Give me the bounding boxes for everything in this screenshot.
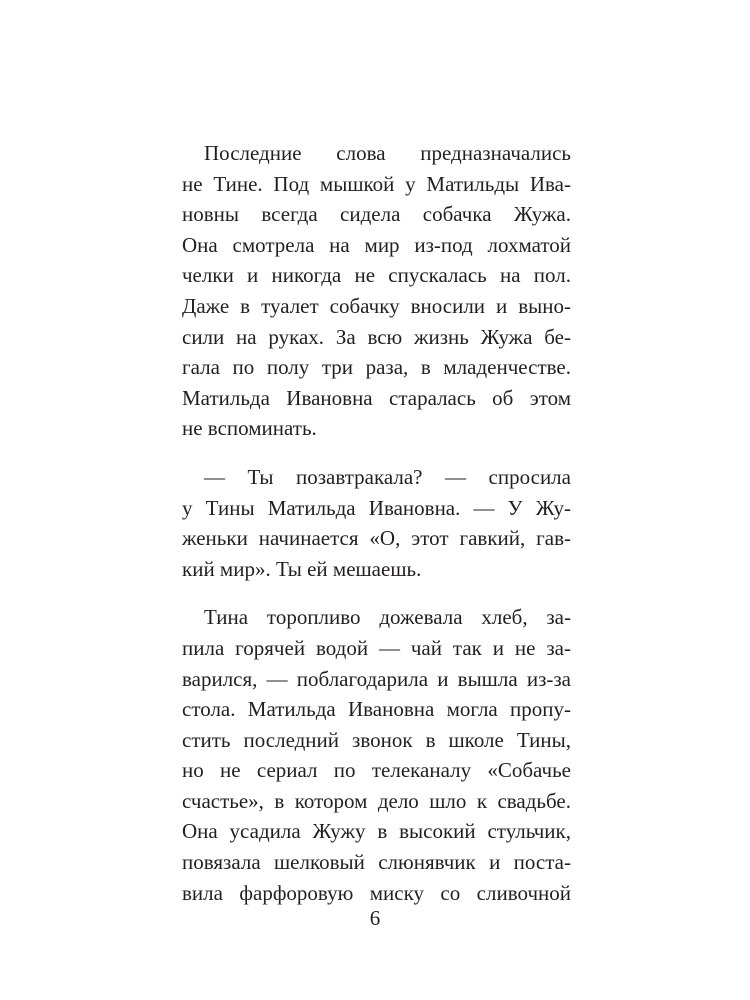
page-number: 6 <box>369 906 381 930</box>
text-line: не вспоминать. <box>182 416 317 441</box>
body-text <box>182 138 571 926</box>
text-line: гала по полу три раза, в младенчестве. <box>182 355 571 380</box>
text-line: — Ты позавтракала? — спросила <box>204 464 571 489</box>
paragraph-3 <box>182 602 571 908</box>
text-line: не Тине. Под мышкой у Матильды Ива- <box>182 171 571 196</box>
text-line: пила горячей водой — чай так и не за- <box>182 635 571 660</box>
text-line: челки и никогда не спускалась на пол. <box>182 263 571 288</box>
text-line: Даже в туалет собачку вносили и выно- <box>182 293 571 318</box>
text-line: варился, — поблагодарила и вышла из-за <box>182 666 571 691</box>
text-line: стола. Матильда Ивановна могла пропу- <box>182 697 571 722</box>
text-line: кий мир». Ты ей мешаешь. <box>182 556 422 581</box>
text-line: новны всегда сидела собачка Жужа. <box>182 202 571 227</box>
text-line: стить последний звонок в школе Тины, <box>182 727 571 752</box>
paragraph-1 <box>182 138 571 444</box>
text-line: Она смотрела на мир из-под лохматой <box>182 232 571 257</box>
text-line: повязала шелковый слюнявчик и поста- <box>182 850 571 875</box>
text-line: сили на руках. За всю жизнь Жужа бе- <box>182 324 571 349</box>
text-line: но не сериал по телеканалу «Собачье <box>182 758 571 783</box>
paragraph-2 <box>182 462 571 584</box>
text-line: Тина торопливо дожевала хлеб, за- <box>204 605 571 630</box>
text-line: счастье», в котором дело шло к свадьбе. <box>182 788 571 813</box>
text-line: у Тины Матильда Ивановна. — У Жу- <box>182 495 571 520</box>
text-line: Последние слова предназначались <box>204 141 571 165</box>
text-line: вила фарфоровую миску со сливочной <box>182 880 571 905</box>
text-line: Она усадила Жужу в высокий стульчик, <box>182 819 571 844</box>
text-line: Матильда Ивановна старалась об этом <box>182 385 571 410</box>
text-line: женьки начинается «О, этот гавкий, гав- <box>182 526 571 551</box>
